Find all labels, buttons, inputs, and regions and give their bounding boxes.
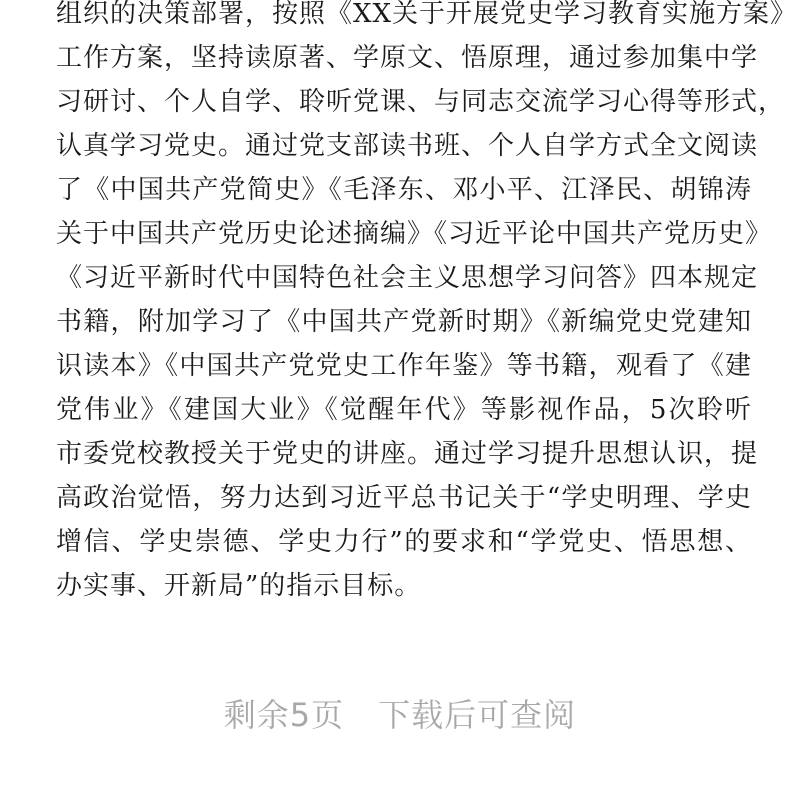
text-line: 识读本》《中国共产党党史工作年鉴》等书籍，观看了《建 [56, 351, 752, 381]
document-body [56, 0, 798, 608]
text-line: 关于中国共产党历史论述摘编》《习近平论中国共产党历史》 [56, 219, 773, 249]
download-prompt-label: 下载后可查阅 [378, 696, 577, 734]
remaining-pages-notice[interactable] [0, 690, 800, 740]
text-line-last: 办实事、开新局”的指示目标。 [56, 571, 422, 601]
text-line: 组织的决策部署，按照《XX关于开展党史学习教育实施方案》 [56, 0, 798, 29]
text-line: 工作方案，坚持读原著、学原文、悟原理，通过参加集中学 [56, 43, 759, 73]
remaining-pages-label: 剩余5页 [223, 696, 345, 734]
text-line: 党伟业》《建国大业》《觉醒年代》等影视作品，5次聆听 [56, 395, 752, 425]
text-line: 增信、学史崇德、学史力行”的要求和“学党史、悟思想、 [56, 527, 752, 557]
text-line: 《习近平新时代中国特色社会主义思想学习问答》四本规定 [56, 263, 759, 293]
text-line: 高政治觉悟，努力达到习近平总书记关于“学史明理、学史 [56, 483, 752, 513]
text-line: 了《中国共产党简史》《毛泽东、邓小平、江泽民、胡锦涛 [56, 175, 752, 205]
text-line: 习研讨、个人自学、聆听党课、与同志交流学习心得等形式， [56, 87, 786, 117]
text-line: 书籍，附加学习了《中国共产党新时期》《新编党史党建知 [56, 307, 752, 337]
text-line: 认真学习党史。通过党支部读书班、个人自学方式全文阅读 [56, 131, 759, 161]
text-line: 市委党校教授关于党史的讲座。通过学习提升思想认识，提 [56, 439, 759, 469]
